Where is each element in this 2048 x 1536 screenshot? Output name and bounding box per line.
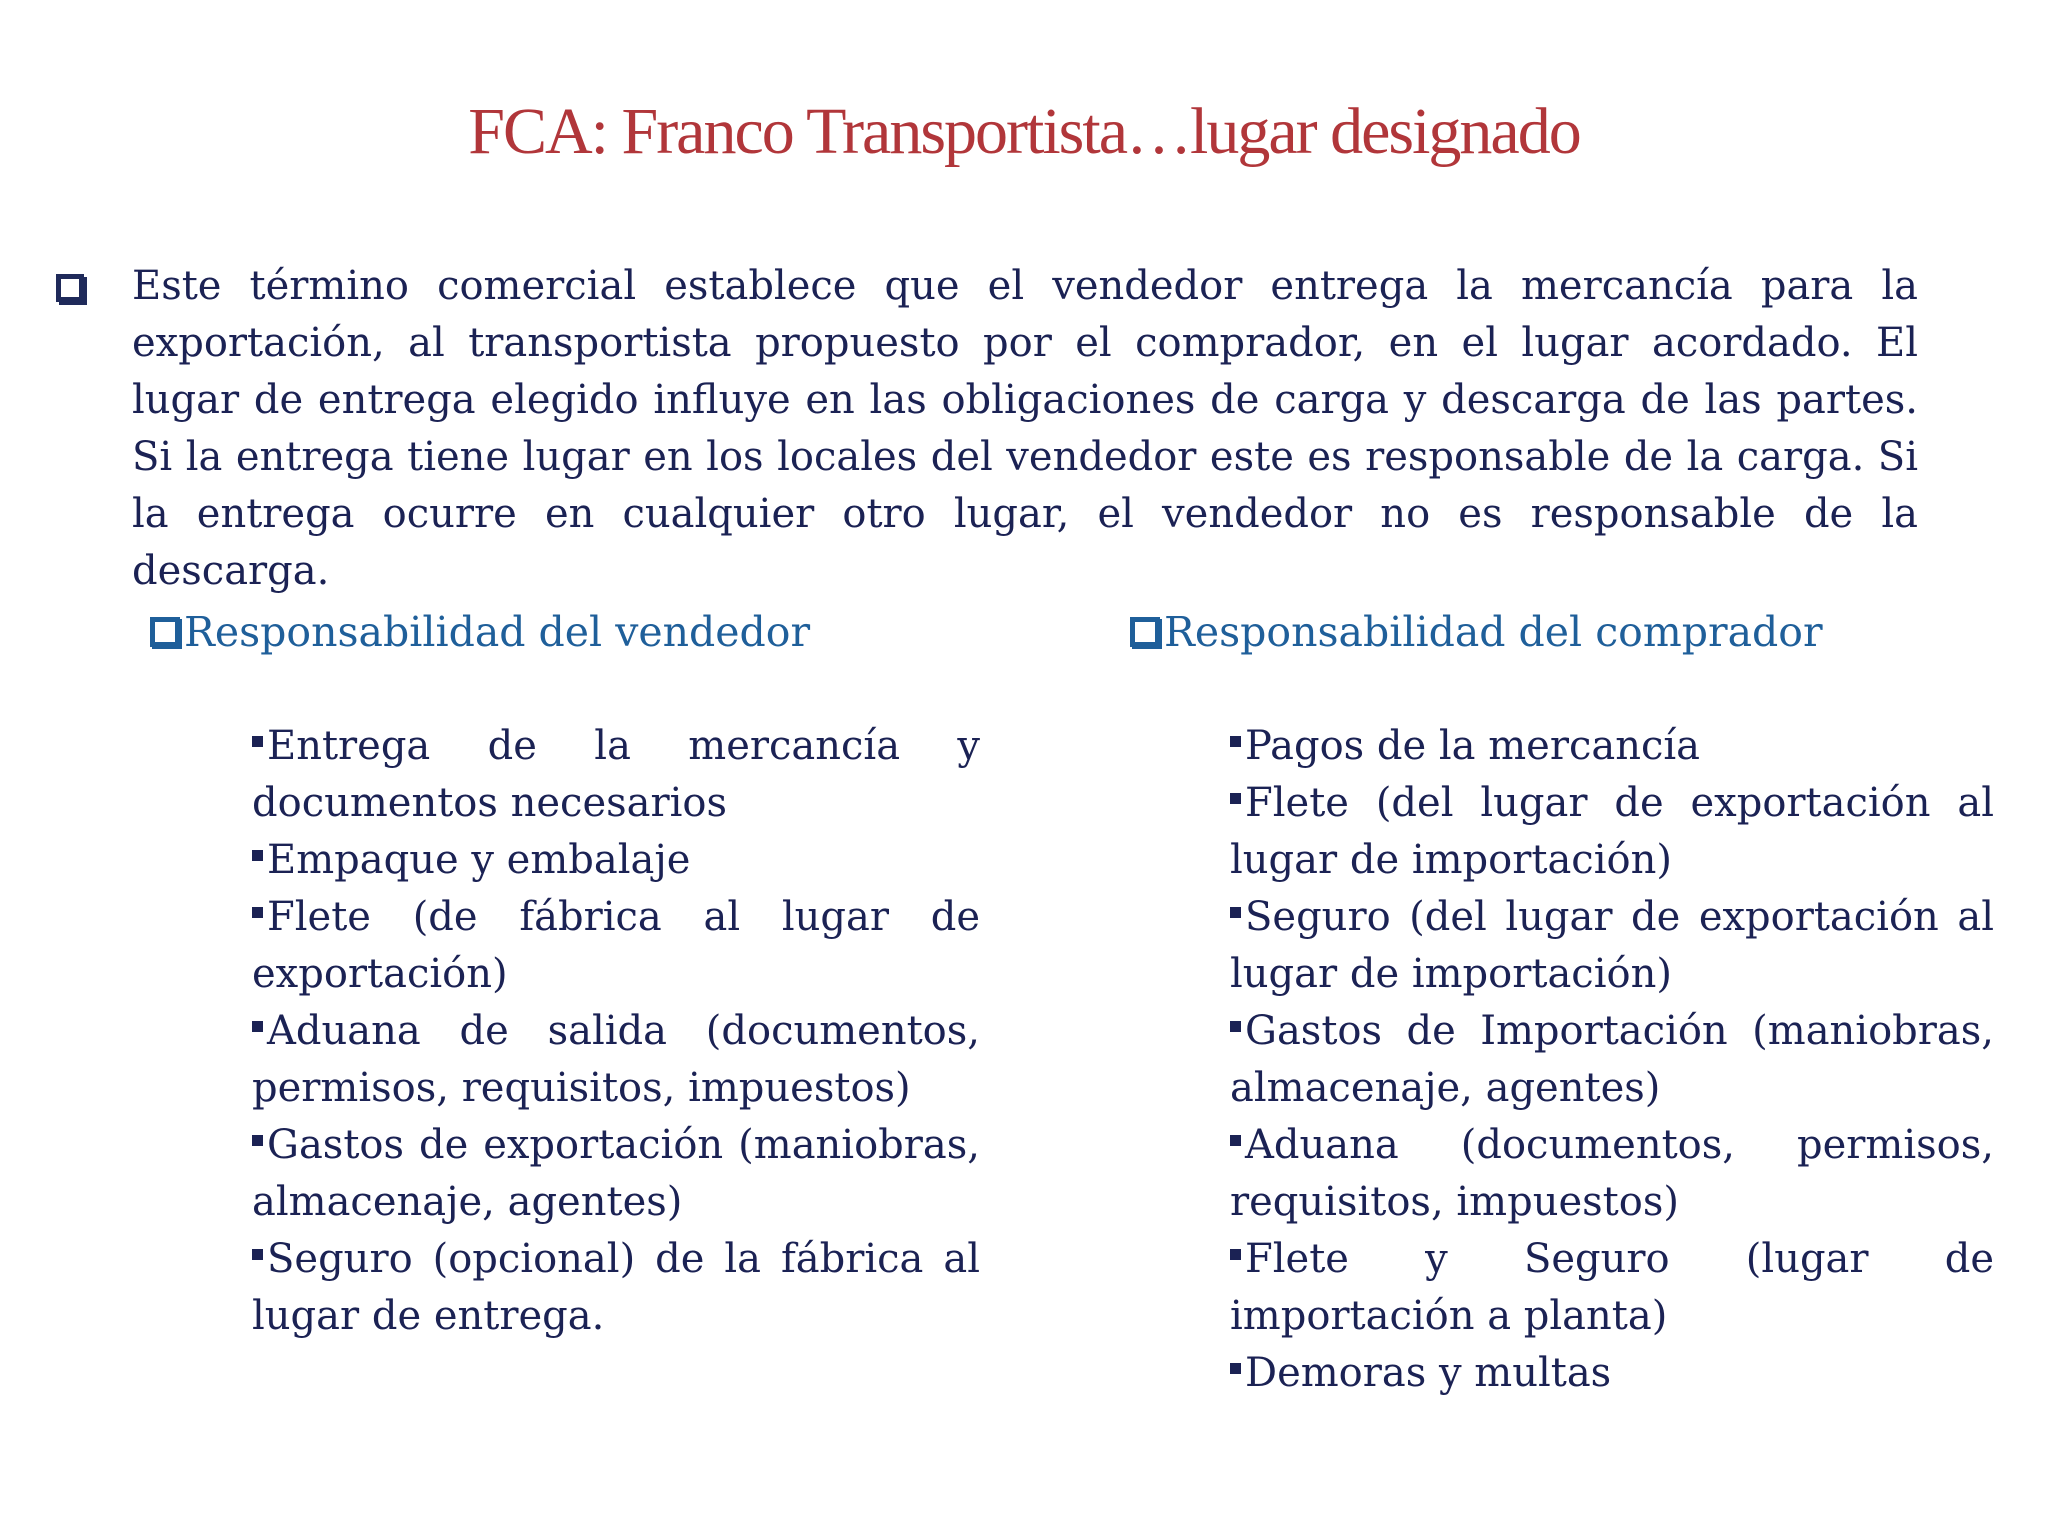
checkbox-bullet-icon — [150, 617, 180, 647]
intro-text: Este término comercial establece que el vendedor entrega la mercancía para la exportación, al transportista propuesto por el comprador, en el lugar acordado. El lugar de entrega elegido influye en las obligaciones de carga y descarga de las partes. Si la entrega tiene lugar en los locales del vendedor este es responsable de la carga. Si la entrega ocurre en cualquier otro lugar, el vendedor no es responsable de la descarga. — [132, 263, 1918, 594]
seller-responsibility-list — [252, 718, 980, 1345]
list-item: Seguro (opcional) de la fábrica al lugar de entrega. — [252, 1236, 980, 1339]
list-item: Flete y Seguro (lugar de importación a planta) — [1230, 1236, 1994, 1339]
list-item: Gastos de Importación (maniobras, almacenaje, agentes) — [1230, 1008, 1994, 1111]
square-bullet-icon — [1230, 1135, 1241, 1146]
square-bullet-icon — [1230, 907, 1241, 918]
square-bullet-icon — [1230, 1249, 1241, 1260]
square-bullet-icon — [252, 850, 263, 861]
checkbox-bullet-icon — [56, 274, 84, 302]
buyer-responsibility-list — [1230, 718, 1994, 1402]
buyer-responsibility-heading — [1130, 604, 1823, 660]
seller-responsibility-heading — [150, 604, 810, 660]
seller-heading-text: Responsabilidad del vendedor — [184, 608, 811, 656]
list-item: Flete (de fábrica al lugar de exportación) — [252, 894, 980, 997]
list-item: Seguro (del lugar de exportación al lugar de importación) — [1230, 894, 1994, 997]
square-bullet-icon — [252, 1135, 263, 1146]
list-item: Aduana de salida (documentos, permisos, requisitos, impuestos) — [252, 1008, 980, 1111]
slide-title: FCA: Franco Transportista…lugar designado — [468, 95, 1580, 168]
list-item: Flete (del lugar de exportación al lugar de importación) — [1230, 780, 1994, 883]
list-item: Empaque y embalaje — [252, 832, 980, 889]
checkbox-bullet-icon — [1130, 617, 1160, 647]
intro-paragraph — [56, 258, 1922, 600]
list-item: Pagos de la mercancía — [1230, 718, 1994, 775]
list-item: Demoras y multas — [1230, 1345, 1994, 1402]
square-bullet-icon — [252, 1021, 263, 1032]
list-item: Entrega de la mercancía y documentos necesarios — [252, 723, 980, 826]
square-bullet-icon — [1230, 736, 1241, 747]
list-item: Aduana (documentos, permisos, requisitos, impuestos) — [1230, 1122, 1994, 1225]
square-bullet-icon — [1230, 1363, 1241, 1374]
square-bullet-icon — [1230, 793, 1241, 804]
square-bullet-icon — [1230, 1021, 1241, 1032]
square-bullet-icon — [252, 907, 263, 918]
square-bullet-icon — [252, 1249, 263, 1260]
buyer-heading-text: Responsabilidad del comprador — [1164, 608, 1823, 656]
square-bullet-icon — [252, 736, 263, 747]
list-item: Gastos de exportación (maniobras, almacenaje, agentes) — [252, 1122, 980, 1225]
